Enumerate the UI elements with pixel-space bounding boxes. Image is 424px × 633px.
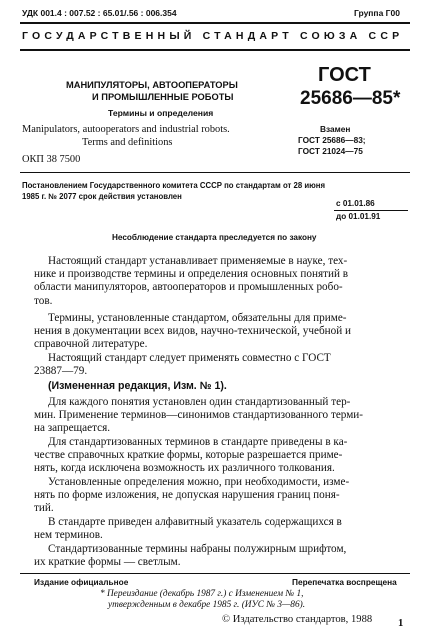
header-rule-bottom	[20, 49, 410, 51]
official-edition: Издание официальное	[34, 577, 129, 587]
group-code: Группа Г00	[354, 8, 400, 18]
text-line: Термины, установленные стандартом, обязательны для приме-	[48, 312, 347, 324]
text-line: Настоящий стандарт следует применять совместно с ГОСТ	[48, 352, 331, 364]
copyright: © Издательство стандартов, 1988	[222, 614, 373, 625]
replaces-line-1: ГОСТ 25686—83;	[298, 135, 366, 145]
text-line: Для каждого понятия установлен один стандартизованный тер-	[48, 396, 351, 408]
text-line: нять, когда исключена возможность их различного толкования.	[34, 462, 335, 475]
text-line: тий.	[34, 502, 54, 515]
paragraph-definitions	[34, 476, 412, 516]
page-number: 1	[398, 618, 404, 629]
text-line: справочной литературе.	[34, 338, 148, 351]
standard-banner: ГОСУДАРСТВЕННЫЙ СТАНДАРТ СОЮЗА ССР	[22, 30, 404, 42]
paragraph-typography	[34, 543, 412, 569]
paragraph-obligation	[34, 312, 412, 352]
text-line: Настоящий стандарт устанавливает применяемые в науке, тех-	[48, 255, 348, 267]
header-rule-top	[20, 22, 410, 24]
reprint-note-line-2: утвержденным в декабре 1985 г. (ИУС № 3—86).	[108, 600, 306, 610]
footer-rule	[20, 573, 410, 574]
paragraph-scope	[34, 255, 412, 308]
text-line: честве справочных краткие формы, которые разрешается приме-	[34, 449, 343, 462]
english-title-line-2: Terms and definitions	[82, 137, 173, 148]
text-line: их краткие формы — светлым.	[34, 556, 181, 569]
paragraph-index	[34, 516, 412, 542]
gost-label: ГОСТ	[318, 64, 371, 86]
replaces-line-2: ГОСТ 21024—75	[298, 146, 363, 156]
english-title-line-1: Manipulators, autooperators and industrial robots.	[22, 124, 230, 135]
text-line: Стандартизованные термины набраны полужирным шрифтом,	[48, 543, 347, 555]
replaces-label: Взамен	[320, 124, 351, 134]
title-rule	[20, 172, 410, 173]
title-line-2: И ПРОМЫШЛЕННЫЕ РОБОТЫ	[92, 92, 234, 102]
text-line: 23887—79.	[34, 365, 88, 378]
gost-number: 25686—85*	[300, 88, 401, 109]
text-line: В стандарте приведен алфавитный указатель содержащихся в	[48, 516, 342, 528]
text-line: тов.	[34, 294, 53, 307]
udk-code: УДК 001.4 : 007.52 : 65.01/.56 : 006.354	[22, 8, 177, 18]
paragraph-single-term	[34, 396, 412, 436]
reprint-prohibited: Перепечатка воспрещена	[292, 577, 397, 587]
okp-code: ОКП 38 7500	[22, 154, 81, 165]
text-line: нике и производстве термины и определения основных понятий в	[34, 268, 349, 281]
effective-from-date: с 01.01.86	[336, 199, 375, 208]
text-line: на запрещается.	[34, 422, 111, 435]
legal-warning: Несоблюдение стандарта преследуется по закону	[112, 233, 317, 242]
decree-line-2: 1985 г. № 2077 срок действия установлен	[22, 192, 182, 201]
paragraph-short-forms	[34, 436, 412, 476]
date-rule	[334, 210, 408, 211]
subtitle: Термины и определения	[108, 108, 214, 118]
text-line: нять по форме изложения, не допуская нарушения границ поня-	[34, 489, 340, 502]
reprint-note-line-1: * Переиздание (декабрь 1987 г.) с Изменением № 1,	[100, 589, 304, 599]
text-line: области манипуляторов, автооператоров и промышленных робо-	[34, 281, 343, 294]
text-line: Для стандартизованных терминов в стандарте приведены в ка-	[48, 436, 348, 448]
paragraph-related-standard	[34, 352, 412, 378]
amendment-note: (Измененная редакция, Изм. № 1).	[48, 380, 227, 392]
effective-to-date: до 01.01.91	[336, 212, 381, 221]
text-line: мин. Применение терминов—синонимов стандартизованного терми-	[34, 409, 364, 422]
text-line: нем терминов.	[34, 529, 103, 542]
text-line: Установленные определения можно, при необходимости, изме-	[48, 476, 350, 488]
title-line-1: МАНИПУЛЯТОРЫ, АВТООПЕРАТОРЫ	[66, 80, 238, 90]
decree-line-1: Постановлением Государственного комитета СССР по стандартам от 28 июня	[22, 181, 326, 190]
text-line: нения в документации всех видов, научно-технической, учебной и	[34, 325, 351, 338]
